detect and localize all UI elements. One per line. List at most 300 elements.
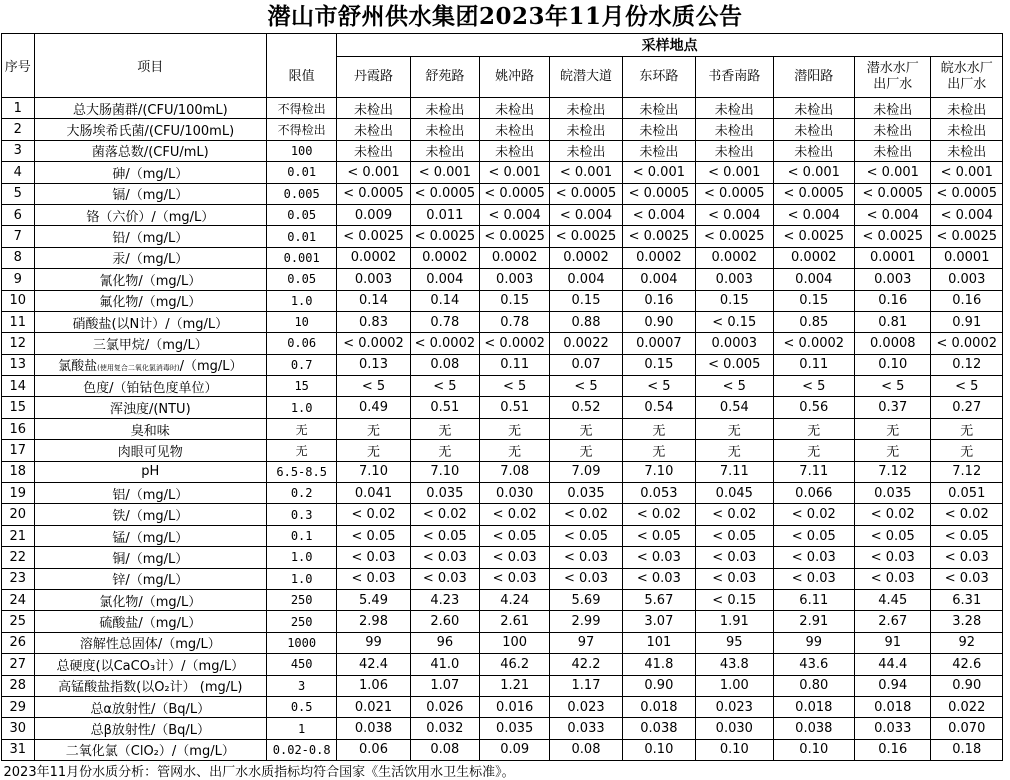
- table-row: [2, 226, 1003, 247]
- row-value: 未检出: [337, 140, 410, 161]
- row-value: 无: [622, 418, 695, 439]
- row-value: 0.91: [931, 311, 1003, 332]
- row-value: 无: [931, 418, 1003, 439]
- row-value: < 0.05: [855, 525, 931, 546]
- row-value: 未检出: [696, 98, 773, 119]
- header-item: 项目: [34, 34, 266, 98]
- row-value: 5.69: [550, 589, 622, 610]
- row-value: 0.004: [773, 269, 855, 290]
- row-value: 0.0002: [622, 247, 695, 268]
- row-value: 0.15: [480, 290, 550, 311]
- row-value: 无: [337, 418, 410, 439]
- row-value: < 0.0002: [337, 333, 410, 354]
- row-value: 0.07: [550, 354, 622, 375]
- table-row: [2, 461, 1003, 482]
- row-value: 99: [773, 632, 855, 653]
- row-value: < 0.001: [622, 162, 695, 183]
- table-row: [2, 247, 1003, 268]
- row-limit: 0.5: [267, 696, 337, 717]
- row-item: 肉眼可见物: [34, 440, 266, 461]
- row-value: 99: [337, 632, 410, 653]
- row-value: 0.011: [410, 204, 479, 225]
- row-number: 8: [2, 247, 35, 268]
- row-item: 大肠埃希氏菌/(CFU/100mL): [34, 119, 266, 140]
- row-value: < 5: [622, 376, 695, 397]
- row-value: 0.80: [773, 675, 855, 696]
- row-value: < 0.03: [337, 547, 410, 568]
- row-value: 无: [931, 440, 1003, 461]
- row-value: 0.0002: [773, 247, 855, 268]
- row-value: < 0.005: [696, 354, 773, 375]
- row-value: 5.49: [337, 589, 410, 610]
- row-limit: 250: [267, 589, 337, 610]
- row-value: < 0.0005: [337, 183, 410, 204]
- row-item: 铅/（mg/L）: [34, 226, 266, 247]
- row-value: 2.67: [855, 611, 931, 632]
- row-value: < 0.0002: [931, 333, 1003, 354]
- row-item: 总β放射性/（Bq/L）: [34, 718, 266, 739]
- table-row: [2, 397, 1003, 418]
- row-value: < 0.05: [480, 525, 550, 546]
- row-value: 0.0002: [480, 247, 550, 268]
- table-row: [2, 290, 1003, 311]
- row-value: 7.11: [696, 461, 773, 482]
- row-value: 2.60: [410, 611, 479, 632]
- row-value: 0.0002: [550, 247, 622, 268]
- row-value: < 5: [480, 376, 550, 397]
- row-value: 92: [931, 632, 1003, 653]
- row-value: < 0.02: [410, 504, 479, 525]
- row-item-unit: /（mg/L）: [179, 359, 243, 375]
- row-limit: 0.02-0.8: [267, 739, 337, 760]
- row-value: < 0.03: [696, 547, 773, 568]
- row-value: 0.09: [480, 739, 550, 760]
- row-value: 0.0007: [622, 333, 695, 354]
- row-value: 0.10: [855, 354, 931, 375]
- row-value: < 0.03: [931, 568, 1003, 589]
- row-value: < 0.0005: [931, 183, 1003, 204]
- row-number: 9: [2, 269, 35, 290]
- row-value: 7.12: [931, 461, 1003, 482]
- row-limit: 6.5-8.5: [267, 461, 337, 482]
- row-item: 氟化物/（mg/L）: [34, 290, 266, 311]
- row-number: 25: [2, 611, 35, 632]
- row-limit: 不得检出: [267, 119, 337, 140]
- row-value: 0.051: [931, 483, 1003, 504]
- row-value: 无: [410, 418, 479, 439]
- header-site: 丹霞路: [337, 57, 410, 98]
- row-value: 0.52: [550, 397, 622, 418]
- row-value: < 0.03: [550, 547, 622, 568]
- row-number: 19: [2, 483, 35, 504]
- row-value: < 0.05: [696, 525, 773, 546]
- row-value: 0.009: [337, 204, 410, 225]
- row-value: < 0.0005: [696, 183, 773, 204]
- row-value: 未检出: [855, 98, 931, 119]
- header-seq: 序号: [2, 34, 35, 98]
- row-number: 11: [2, 311, 35, 332]
- row-number: 7: [2, 226, 35, 247]
- row-value: 43.8: [696, 654, 773, 675]
- row-value: < 0.03: [696, 568, 773, 589]
- row-value: 0.90: [931, 675, 1003, 696]
- header-limit-top: [267, 34, 337, 57]
- row-value: < 0.0005: [855, 183, 931, 204]
- row-value: 0.066: [773, 483, 855, 504]
- row-value: < 0.0005: [550, 183, 622, 204]
- row-limit: 1.0: [267, 397, 337, 418]
- row-value: 0.12: [931, 354, 1003, 375]
- row-value: 0.0003: [696, 333, 773, 354]
- header-site: 东环路: [622, 57, 695, 98]
- row-item: 铁/（mg/L）: [34, 504, 266, 525]
- page-title: 潜山市舒州供水集团2023年11月份水质公告: [267, 3, 743, 30]
- row-value: < 5: [696, 376, 773, 397]
- row-value: 4.24: [480, 589, 550, 610]
- row-value: < 0.0025: [410, 226, 479, 247]
- table-row: [2, 418, 1003, 439]
- row-value: 0.021: [337, 696, 410, 717]
- row-value: 0.78: [480, 311, 550, 332]
- header-site: 潜水水厂出厂水: [855, 57, 931, 98]
- row-value: < 0.004: [622, 204, 695, 225]
- table-row: [2, 611, 1003, 632]
- row-item: 总大肠菌群/(CFU/100mL): [34, 98, 266, 119]
- header-site: 姚冲路: [480, 57, 550, 98]
- row-item: 铬（六价）/（mg/L）: [34, 204, 266, 225]
- row-number: 2: [2, 119, 35, 140]
- table-row: [2, 269, 1003, 290]
- table-row: [2, 376, 1003, 397]
- row-value: 1.91: [696, 611, 773, 632]
- table-row: [2, 333, 1003, 354]
- row-value: 0.08: [410, 739, 479, 760]
- row-value: < 0.0025: [480, 226, 550, 247]
- row-value: 1.21: [480, 675, 550, 696]
- row-value: 0.0008: [855, 333, 931, 354]
- row-number: 12: [2, 333, 35, 354]
- row-limit: 0.05: [267, 204, 337, 225]
- row-value: 1.07: [410, 675, 479, 696]
- row-value: 0.016: [480, 696, 550, 717]
- row-value: 100: [480, 632, 550, 653]
- row-value: < 0.004: [550, 204, 622, 225]
- table-row: [2, 98, 1003, 119]
- row-value: 0.045: [696, 483, 773, 504]
- row-value: 3.28: [931, 611, 1003, 632]
- row-value: 0.15: [550, 290, 622, 311]
- row-value: 2.99: [550, 611, 622, 632]
- row-limit: 100: [267, 140, 337, 161]
- row-value: 0.023: [696, 696, 773, 717]
- row-value: 0.83: [337, 311, 410, 332]
- row-value: 无: [773, 418, 855, 439]
- row-item: 氯化物/（mg/L）: [34, 589, 266, 610]
- table-row: [2, 183, 1003, 204]
- row-value: 0.15: [622, 354, 695, 375]
- row-item: 高锰酸盐指数(以O₂计） (mg/L): [34, 675, 266, 696]
- row-value: < 0.03: [622, 547, 695, 568]
- row-value: < 0.02: [337, 504, 410, 525]
- row-value: 未检出: [550, 140, 622, 161]
- row-value: 未检出: [550, 98, 622, 119]
- row-value: < 0.03: [855, 568, 931, 589]
- table-row: [2, 204, 1003, 225]
- row-value: 0.004: [622, 269, 695, 290]
- row-value: 4.45: [855, 589, 931, 610]
- row-value: 91: [855, 632, 931, 653]
- row-value: 无: [696, 440, 773, 461]
- row-value: 0.070: [931, 718, 1003, 739]
- row-value: 无: [773, 440, 855, 461]
- row-value: 0.0002: [696, 247, 773, 268]
- table-row: [2, 311, 1003, 332]
- table-row: [2, 632, 1003, 653]
- row-value: < 0.0005: [410, 183, 479, 204]
- row-value: 0.16: [622, 290, 695, 311]
- row-value: < 0.004: [480, 204, 550, 225]
- row-value: < 0.0025: [550, 226, 622, 247]
- row-value: 0.08: [410, 354, 479, 375]
- row-item: 溶解性总固体/（mg/L）: [34, 632, 266, 653]
- row-value: < 0.05: [931, 525, 1003, 546]
- row-value: 0.0022: [550, 333, 622, 354]
- row-value: 46.2: [480, 654, 550, 675]
- row-value: 0.018: [773, 696, 855, 717]
- row-value: < 0.05: [773, 525, 855, 546]
- row-item: 臭和味: [34, 418, 266, 439]
- row-item: 浑浊度/(NTU): [34, 397, 266, 418]
- row-item: pH: [34, 461, 266, 482]
- row-value: 未检出: [410, 140, 479, 161]
- row-item: 锌/（mg/L）: [34, 568, 266, 589]
- row-number: 26: [2, 632, 35, 653]
- row-limit: 0.005: [267, 183, 337, 204]
- header-site: 皖潜大道: [550, 57, 622, 98]
- row-limit: 0.3: [267, 504, 337, 525]
- row-value: 0.023: [550, 696, 622, 717]
- row-value: 未检出: [773, 140, 855, 161]
- row-number: 4: [2, 162, 35, 183]
- row-value: 无: [410, 440, 479, 461]
- table-row: [2, 504, 1003, 525]
- row-item: 氰化物/（mg/L）: [34, 269, 266, 290]
- row-number: 22: [2, 547, 35, 568]
- row-limit: 无: [267, 440, 337, 461]
- row-value: 0.018: [855, 696, 931, 717]
- row-number: 6: [2, 204, 35, 225]
- row-item: 菌落总数/(CFU/mL): [34, 140, 266, 161]
- row-number: 16: [2, 418, 35, 439]
- table-row: [2, 675, 1003, 696]
- row-value: < 0.03: [931, 547, 1003, 568]
- row-value: 0.003: [931, 269, 1003, 290]
- row-value: < 0.004: [696, 204, 773, 225]
- row-value: 0.94: [855, 675, 931, 696]
- row-value: 无: [622, 440, 695, 461]
- row-value: 未检出: [773, 98, 855, 119]
- table-row: [2, 525, 1003, 546]
- row-value: < 0.03: [337, 568, 410, 589]
- row-value: < 5: [410, 376, 479, 397]
- table-row: [2, 589, 1003, 610]
- row-value: < 0.0005: [773, 183, 855, 204]
- row-value: 6.11: [773, 589, 855, 610]
- row-limit: 1: [267, 718, 337, 739]
- row-item: 总硬度(以CaCO₃计）/（mg/L）: [34, 654, 266, 675]
- header-sample-points: 采样地点: [337, 34, 1003, 57]
- row-value: 2.91: [773, 611, 855, 632]
- row-value: 0.032: [410, 718, 479, 739]
- row-value: 7.11: [773, 461, 855, 482]
- row-value: 0.035: [410, 483, 479, 504]
- row-value: 43.6: [773, 654, 855, 675]
- row-value: 未检出: [337, 98, 410, 119]
- row-value: 未检出: [931, 98, 1003, 119]
- row-value: < 0.004: [855, 204, 931, 225]
- row-value: 0.18: [931, 739, 1003, 760]
- row-value: 0.85: [773, 311, 855, 332]
- row-value: 4.23: [410, 589, 479, 610]
- row-value: 0.54: [696, 397, 773, 418]
- row-value: < 0.03: [855, 547, 931, 568]
- row-value: 7.10: [337, 461, 410, 482]
- row-value: 0.030: [480, 483, 550, 504]
- row-value: < 0.0025: [773, 226, 855, 247]
- row-limit: 10: [267, 311, 337, 332]
- row-value: 0.78: [410, 311, 479, 332]
- row-value: < 0.15: [696, 589, 773, 610]
- row-limit: 0.7: [267, 354, 337, 375]
- row-value: 1.00: [696, 675, 773, 696]
- row-number: 10: [2, 290, 35, 311]
- row-limit: 1.0: [267, 290, 337, 311]
- row-value: < 0.0002: [410, 333, 479, 354]
- row-value: < 5: [337, 376, 410, 397]
- row-value: 7.10: [622, 461, 695, 482]
- table-body: [2, 98, 1003, 761]
- row-value: < 0.001: [337, 162, 410, 183]
- row-item: 铜/（mg/L）: [34, 547, 266, 568]
- row-limit: 无: [267, 418, 337, 439]
- row-number: 24: [2, 589, 35, 610]
- row-value: < 0.02: [550, 504, 622, 525]
- row-value: < 0.0025: [622, 226, 695, 247]
- row-value: 未检出: [622, 140, 695, 161]
- row-value: 0.041: [337, 483, 410, 504]
- row-value: 0.10: [622, 739, 695, 760]
- row-value: < 0.0025: [855, 226, 931, 247]
- row-value: 未检出: [337, 119, 410, 140]
- row-value: 未检出: [410, 119, 479, 140]
- row-value: 0.88: [550, 311, 622, 332]
- table-row: [2, 654, 1003, 675]
- row-number: 20: [2, 504, 35, 525]
- row-limit: 1000: [267, 632, 337, 653]
- row-value: 无: [337, 440, 410, 461]
- row-value: 7.08: [480, 461, 550, 482]
- row-value: 0.37: [855, 397, 931, 418]
- row-number: 3: [2, 140, 35, 161]
- table-row: [2, 696, 1003, 717]
- row-value: 2.98: [337, 611, 410, 632]
- row-item: [34, 354, 266, 375]
- row-value: < 0.0025: [337, 226, 410, 247]
- row-value: 0.54: [622, 397, 695, 418]
- row-value: 41.8: [622, 654, 695, 675]
- row-value: 6.31: [931, 589, 1003, 610]
- row-value: 未检出: [696, 119, 773, 140]
- row-value: < 0.02: [696, 504, 773, 525]
- row-limit: 450: [267, 654, 337, 675]
- row-value: < 5: [773, 376, 855, 397]
- row-value: < 0.001: [410, 162, 479, 183]
- row-number: 13: [2, 354, 35, 375]
- row-number: 23: [2, 568, 35, 589]
- row-value: 0.033: [855, 718, 931, 739]
- row-value: 0.14: [410, 290, 479, 311]
- row-value: 1.06: [337, 675, 410, 696]
- row-limit: 0.1: [267, 525, 337, 546]
- row-limit: 250: [267, 611, 337, 632]
- row-value: 0.90: [622, 675, 695, 696]
- row-value: 95: [696, 632, 773, 653]
- row-item-name: 氯酸盐: [58, 359, 98, 375]
- row-value: < 0.001: [931, 162, 1003, 183]
- row-limit: 15: [267, 376, 337, 397]
- row-value: < 0.05: [550, 525, 622, 546]
- row-value: < 0.02: [480, 504, 550, 525]
- row-value: 0.038: [773, 718, 855, 739]
- row-item: 砷/（mg/L）: [34, 162, 266, 183]
- row-limit: 1.0: [267, 568, 337, 589]
- row-value: 0.004: [410, 269, 479, 290]
- row-value: 0.003: [855, 269, 931, 290]
- row-number: 18: [2, 461, 35, 482]
- row-item: 铝/（mg/L）: [34, 483, 266, 504]
- row-value: 0.0001: [931, 247, 1003, 268]
- row-number: 29: [2, 696, 35, 717]
- row-number: 28: [2, 675, 35, 696]
- row-value: 未检出: [410, 98, 479, 119]
- row-value: 0.030: [696, 718, 773, 739]
- row-value: 1.17: [550, 675, 622, 696]
- row-value: < 0.001: [696, 162, 773, 183]
- header-site: 潜阳路: [773, 57, 855, 98]
- table-row: [2, 483, 1003, 504]
- row-value: 2.61: [480, 611, 550, 632]
- row-value: < 0.03: [480, 568, 550, 589]
- row-item: 色度/（铂钴色度单位）: [34, 376, 266, 397]
- row-value: 0.003: [696, 269, 773, 290]
- row-value: 0.10: [696, 739, 773, 760]
- row-value: < 0.0005: [622, 183, 695, 204]
- row-value: 42.4: [337, 654, 410, 675]
- row-value: 0.0002: [410, 247, 479, 268]
- table-row: [2, 739, 1003, 760]
- row-number: 15: [2, 397, 35, 418]
- row-value: 0.08: [550, 739, 622, 760]
- row-value: 0.0001: [855, 247, 931, 268]
- row-value: 42.2: [550, 654, 622, 675]
- row-limit: 0.01: [267, 226, 337, 247]
- table-row: [2, 140, 1003, 161]
- header-site: 皖水水厂出厂水: [931, 57, 1003, 98]
- row-value: < 0.02: [773, 504, 855, 525]
- row-value: 0.022: [931, 696, 1003, 717]
- row-value: < 0.03: [410, 568, 479, 589]
- table-row: [2, 162, 1003, 183]
